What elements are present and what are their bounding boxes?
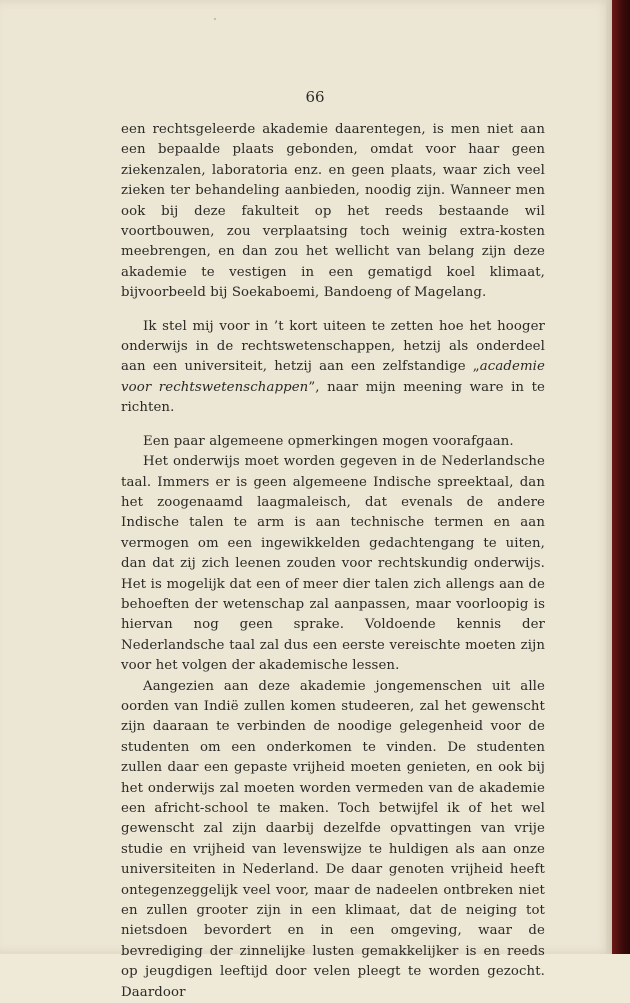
paragraph-2-text-a: Ik stel mij voor in ’t kort uiteen te zetten hoe het hooger onderwijs in de rechtswetenschappen, hetzij als onderdeel aan een universiteit, hetzij aan een zelfstandige „ xyxy=(121,318,545,375)
body-text xyxy=(121,120,545,1003)
paragraph-4 xyxy=(121,452,545,676)
book-binding-edge xyxy=(612,0,630,954)
paragraph-2-italic-term: academie voor rechtswetenschappen xyxy=(121,359,545,395)
paragraph-1 xyxy=(121,120,545,304)
paper-speck xyxy=(214,18,216,20)
paragraph-1-text: een rechtsgeleerde akademie daarentegen, is men niet aan een bepaalde plaats gebonden, omdat voor haar geen ziekenzalen, laboratoria enz. en geen plaats, waar zich veel zieken ter behandeling aanbieden, noodig zijn. Wanneer men ook bij deze fakulteit op het reeds bestaande wil voortbouwen, zou verplaatsing toch weinig extra-kosten meebrengen, en dan zou het wellicht van belang zijn deze akademie te vestigen in een gematigd koel klimaat, bijvoorbeeld bij Soekaboemi, Bandoeng of Magelang. xyxy=(121,122,545,301)
paragraph-2 xyxy=(121,317,545,419)
paragraph-2-text-b: ”, naar mijn meening ware in te richten. xyxy=(121,379,545,416)
paragraph-5 xyxy=(121,677,545,1003)
paragraph-4-text: Het onderwijs moet worden gegeven in de Nederlandsche taal. Immers er is geen algemeene Indische spreektaal, dan het zoogenaamd laagmaleisch, dat evenals de andere Indische talen te arm is aan technische termen en aan vermogen om een ingewikkelden gedachtengang te uiten, dan dat zij zich leenen zouden voor rechtskundig onderwijs. Het is mogelijk dat een of meer dier talen zich allengs aan de behoeften der wetenschap zal aanpassen, maar voorloopig is hiervan nog geen sprake. Voldoende kennis der Nederlandsche taal zal dus een eerste vereischte moeten zijn voor het volgen der akademische lessen. xyxy=(121,454,545,674)
paragraph-3 xyxy=(121,432,545,452)
paragraph-3-text: Een paar algemeene opmerkingen mogen voorafgaan. xyxy=(143,433,514,449)
paragraph-5-text: Aangezien aan deze akademie jongemenschen uit alle oorden van Indië zullen komen studeeren, zal het gewenscht zijn daaraan te verbinden de noodige gelegenheid voor de studenten om een onderkomen te vinden. De studenten zullen daar een gepaste vrijheid moeten genieten, en ook bij het onderwijs zal moeten worden vermeden van de akademie een africht-school te maken. Toch betwijfel ik of het wel gewenscht zal zijn daarbij dezelfde opvattingen van vrije studie en vrijheid van levenswijze te huldigen als aan onze universiteiten in Nederland. De daar genoten vrijheid heeft ontegenzeggelijk veel voor, maar de nadeelen ontbreken niet en zullen grooter zijn in een klimaat, dat de neiging tot nietsdoen bevordert en in een omgeving, waar de bevrediging der zinnelijke lusten gemakkelijker is en reeds op jeugdigen leeftijd door velen pleegt te worden gezocht. Daardoor xyxy=(121,678,545,1000)
page-number: 66 xyxy=(305,88,325,106)
